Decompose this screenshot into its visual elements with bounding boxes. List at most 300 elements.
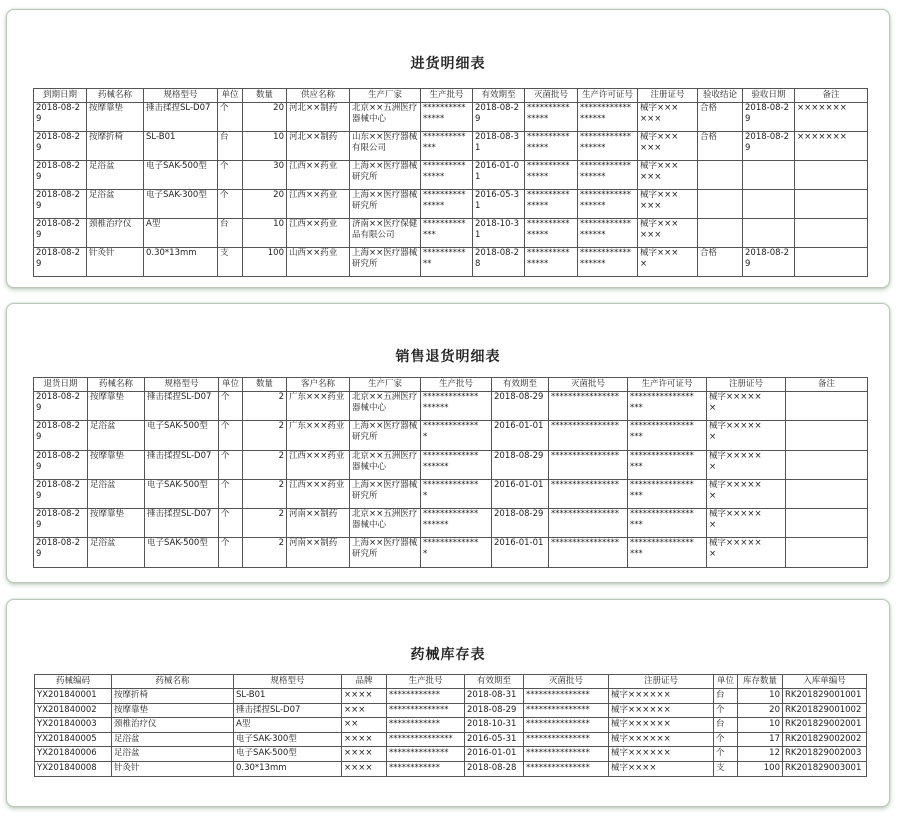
purchase-header-cell: 生产厂家 bbox=[350, 89, 421, 103]
purchase-cell: 合格 bbox=[698, 248, 743, 277]
returns-cell: ************* * bbox=[421, 421, 492, 450]
stock-cell: ×××× bbox=[342, 732, 387, 747]
returns-cell: *************** *** bbox=[628, 509, 707, 538]
purchase-cell: ××××××× bbox=[795, 132, 868, 161]
stock-cell: YX201840002 bbox=[35, 703, 112, 718]
purchase-cell: 河北××制药 bbox=[287, 103, 350, 132]
returns-cell: *************** *** bbox=[628, 479, 707, 508]
purchase-cell: 江西××药业 bbox=[287, 161, 350, 190]
returns-cell: 个 bbox=[219, 479, 243, 508]
stock-cell: 械字×××× bbox=[609, 761, 714, 776]
table-row bbox=[34, 450, 868, 479]
purchase-cell: 0.30*13mm bbox=[144, 248, 218, 277]
purchase-cell: 2018-08-29 bbox=[34, 248, 87, 277]
returns-cell: 北京××五洲医疗器械中心 bbox=[350, 392, 421, 421]
stock-cell: 个 bbox=[714, 703, 738, 718]
purchase-cell: ************ ****** bbox=[578, 161, 638, 190]
returns-cell: 江西×××药业 bbox=[287, 479, 350, 508]
purchase-cell: 江西××药业 bbox=[287, 190, 350, 219]
returns-cell: 2 bbox=[243, 392, 287, 421]
stock-cell: 12 bbox=[738, 747, 783, 762]
purchase-cell: 10 bbox=[243, 219, 287, 248]
purchase-cell: ********** ***** bbox=[421, 190, 473, 219]
table-row bbox=[34, 479, 868, 508]
returns-header-cell: 药械名称 bbox=[88, 378, 145, 392]
returns-cell: 2 bbox=[243, 509, 287, 538]
stock-cell: ************** bbox=[387, 747, 465, 762]
returns-cell bbox=[786, 392, 868, 421]
purchase-cell bbox=[743, 219, 795, 248]
purchase-cell bbox=[795, 190, 868, 219]
purchase-cell: 20 bbox=[243, 190, 287, 219]
stock-cell: *************** bbox=[524, 703, 609, 718]
returns-cell: 2 bbox=[243, 538, 287, 567]
purchase-cell: 合格 bbox=[698, 103, 743, 132]
purchase-header-cell: 生产批号 bbox=[421, 89, 473, 103]
table-row bbox=[35, 747, 867, 762]
purchase-header-cell: 规格型号 bbox=[144, 89, 218, 103]
returns-cell: 江西×××药业 bbox=[287, 450, 350, 479]
returns-cell: 械字××××× × bbox=[707, 392, 786, 421]
stock-header-cell: 生产批号 bbox=[387, 675, 465, 689]
purchase-cell bbox=[795, 219, 868, 248]
purchase-cell: ************ ****** bbox=[578, 248, 638, 277]
returns-cell: 2018-08-29 bbox=[34, 509, 88, 538]
stock-cell: 械字×××××× bbox=[609, 703, 714, 718]
purchase-cell: 台 bbox=[218, 219, 243, 248]
purchase-header-cell: 有效期至 bbox=[473, 89, 525, 103]
stock-cell: 足浴盆 bbox=[112, 732, 234, 747]
purchase-cell: 山东××医疗器械有限公司 bbox=[350, 132, 421, 161]
return-header-row bbox=[34, 378, 868, 392]
stock-cell: ************ bbox=[387, 761, 465, 776]
purchase-cell: 上海××医疗器械研究所 bbox=[350, 190, 421, 219]
stock-cell: 10 bbox=[738, 718, 783, 733]
stock-cell: ×××× bbox=[342, 761, 387, 776]
stock-cell: 械字×××××× bbox=[609, 747, 714, 762]
returns-cell: 上海××医疗器械研究所 bbox=[350, 479, 421, 508]
purchase-header-cell: 到期日期 bbox=[34, 89, 87, 103]
table-row bbox=[34, 132, 868, 161]
returns-cell: **************** bbox=[549, 392, 628, 421]
returns-cell: 捶击揉捏SL-D07 bbox=[145, 509, 219, 538]
stock-cell: 支 bbox=[714, 761, 738, 776]
purchase-cell: 个 bbox=[218, 190, 243, 219]
returns-cell: 按摩靠垫 bbox=[88, 509, 145, 538]
purchase-cell: ************ ****** bbox=[578, 219, 638, 248]
stock-cell: *************** bbox=[524, 761, 609, 776]
stock-header-cell: 单位 bbox=[714, 675, 738, 689]
purchase-cell: ********** ***** bbox=[421, 161, 473, 190]
returns-cell: 电子SAK-500型 bbox=[145, 479, 219, 508]
purchase-cell: 2016-01-01 bbox=[473, 161, 525, 190]
purchase-cell: 按摩靠垫 bbox=[87, 103, 144, 132]
returns-cell: 捶击揉捏SL-D07 bbox=[145, 450, 219, 479]
stock-cell: 2016-05-31 bbox=[465, 732, 524, 747]
stock-cell: 个 bbox=[714, 747, 738, 762]
purchase-cell: ************ ****** bbox=[578, 132, 638, 161]
purchase-cell: 20 bbox=[243, 103, 287, 132]
purchase-detail-card bbox=[6, 9, 890, 288]
purchase-header-cell: 数量 bbox=[243, 89, 287, 103]
purchase-cell: 针灸针 bbox=[87, 248, 144, 277]
stock-cell: 2018-08-31 bbox=[465, 689, 524, 704]
returns-cell: 上海××医疗器械研究所 bbox=[350, 538, 421, 567]
purchase-cell: 械字××× ××× bbox=[638, 190, 698, 219]
purchase-cell bbox=[795, 248, 868, 277]
returns-cell: 2018-08-29 bbox=[34, 421, 88, 450]
table-row bbox=[35, 703, 867, 718]
purchase-header-row bbox=[34, 89, 868, 103]
returns-cell: **************** bbox=[549, 509, 628, 538]
returns-header-cell: 生产批号 bbox=[421, 378, 492, 392]
purchase-cell: ********** ***** bbox=[525, 103, 578, 132]
stock-cell: 按摩折椅 bbox=[112, 689, 234, 704]
return-body bbox=[34, 392, 868, 568]
purchase-cell: 2018-08-29 bbox=[34, 103, 87, 132]
returns-cell: 2018-08-29 bbox=[34, 450, 88, 479]
purchase-cell: 械字××× ××× bbox=[638, 219, 698, 248]
stock-cell: 10 bbox=[738, 689, 783, 704]
inventory-card bbox=[6, 599, 890, 807]
returns-header-cell: 客户名称 bbox=[287, 378, 350, 392]
table-row bbox=[35, 732, 867, 747]
stock-header-row bbox=[35, 675, 867, 689]
returns-cell: 广东×××药业 bbox=[287, 421, 350, 450]
purchase-cell: 济南××医疗保健品有限公司 bbox=[350, 219, 421, 248]
stock-cell: 颈椎治疗仪 bbox=[112, 718, 234, 733]
returns-cell: 个 bbox=[219, 421, 243, 450]
returns-cell: **************** bbox=[549, 479, 628, 508]
purchase-cell: 100 bbox=[243, 248, 287, 277]
returns-cell: 上海××医疗器械研究所 bbox=[350, 421, 421, 450]
stock-cell: *************** bbox=[524, 747, 609, 762]
stock-cell: RK201829002001 bbox=[783, 718, 867, 733]
stock-header-cell: 库存数量 bbox=[738, 675, 783, 689]
returns-cell: **************** bbox=[549, 421, 628, 450]
returns-cell: 械字××××× × bbox=[707, 538, 786, 567]
return-table bbox=[33, 377, 868, 568]
table-row bbox=[34, 509, 868, 538]
stock-cell: 17 bbox=[738, 732, 783, 747]
table-row bbox=[34, 248, 868, 277]
purchase-cell: 2018-08-29 bbox=[743, 132, 795, 161]
purchase-cell: 个 bbox=[218, 103, 243, 132]
returns-cell: 2018-08-29 bbox=[492, 450, 549, 479]
purchase-cell: 2018-08-29 bbox=[34, 132, 87, 161]
purchase-cell: 电子SAK-500型 bbox=[144, 161, 218, 190]
purchase-cell: 捶击揉捏SL-D07 bbox=[144, 103, 218, 132]
stock-header-cell: 有效期至 bbox=[465, 675, 524, 689]
stock-cell: *************** bbox=[387, 732, 465, 747]
purchase-cell: ********** *** bbox=[421, 219, 473, 248]
stock-cell: RK201829001001 bbox=[783, 689, 867, 704]
returns-cell bbox=[786, 509, 868, 538]
returns-cell: 2018-08-29 bbox=[34, 479, 88, 508]
returns-cell: 械字××××× × bbox=[707, 509, 786, 538]
returns-cell: 河南××制药 bbox=[287, 538, 350, 567]
stock-cell: 20 bbox=[738, 703, 783, 718]
returns-cell: 按摩靠垫 bbox=[88, 392, 145, 421]
purchase-cell: 械字××× ××× bbox=[638, 161, 698, 190]
purchase-cell: 2018-08-28 bbox=[473, 248, 525, 277]
return-title: 销售退货明细表 bbox=[395, 349, 501, 365]
purchase-cell: 个 bbox=[218, 161, 243, 190]
returns-cell: 2 bbox=[243, 479, 287, 508]
purchase-title: 进货明细表 bbox=[410, 56, 486, 72]
stock-cell: 电子SAK-300型 bbox=[234, 732, 342, 747]
sales-return-card bbox=[6, 303, 890, 583]
purchase-cell: 10 bbox=[243, 132, 287, 161]
returns-header-cell: 退货日期 bbox=[34, 378, 88, 392]
purchase-cell: SL-B01 bbox=[144, 132, 218, 161]
returns-cell: 电子SAK-500型 bbox=[145, 538, 219, 567]
returns-cell: 足浴盆 bbox=[88, 421, 145, 450]
table-row bbox=[35, 718, 867, 733]
returns-cell: 2018-08-29 bbox=[34, 392, 88, 421]
returns-cell: **************** bbox=[549, 538, 628, 567]
purchase-cell: ************ ****** bbox=[578, 103, 638, 132]
returns-header-cell: 规格型号 bbox=[145, 378, 219, 392]
stock-cell: 按摩靠垫 bbox=[112, 703, 234, 718]
purchase-cell: 河北××制药 bbox=[287, 132, 350, 161]
returns-cell: *************** *** bbox=[628, 392, 707, 421]
purchase-cell: 2018-08-29 bbox=[34, 219, 87, 248]
stock-cell: ×× bbox=[342, 718, 387, 733]
returns-cell: 2018-08-29 bbox=[492, 392, 549, 421]
returns-header-cell: 备注 bbox=[786, 378, 868, 392]
returns-header-cell: 单位 bbox=[219, 378, 243, 392]
stock-cell: 电子SAK-500型 bbox=[234, 747, 342, 762]
purchase-header-cell: 药械名称 bbox=[87, 89, 144, 103]
returns-cell: 电子SAK-500型 bbox=[145, 421, 219, 450]
stock-header-cell: 注册证号 bbox=[609, 675, 714, 689]
purchase-header-cell: 单位 bbox=[218, 89, 243, 103]
purchase-cell: 按摩折椅 bbox=[87, 132, 144, 161]
purchase-cell: ************ ****** bbox=[578, 190, 638, 219]
purchase-body bbox=[34, 103, 868, 277]
stock-header-cell: 品牌 bbox=[342, 675, 387, 689]
purchase-cell: 颈椎治疗仪 bbox=[87, 219, 144, 248]
stock-cell: 针灸针 bbox=[112, 761, 234, 776]
purchase-cell: 江西××药业 bbox=[287, 219, 350, 248]
purchase-cell: 支 bbox=[218, 248, 243, 277]
stock-cell: 足浴盆 bbox=[112, 747, 234, 762]
returns-cell: ************* ****** bbox=[421, 450, 492, 479]
returns-cell: 2016-01-01 bbox=[492, 538, 549, 567]
purchase-header-cell: 生产许可证号 bbox=[578, 89, 638, 103]
purchase-table bbox=[33, 88, 868, 277]
purchase-cell: 2018-08-29 bbox=[34, 161, 87, 190]
stock-cell: 0.30*13mm bbox=[234, 761, 342, 776]
returns-cell: 2016-01-01 bbox=[492, 421, 549, 450]
returns-cell: 广东×××药业 bbox=[287, 392, 350, 421]
purchase-cell: 30 bbox=[243, 161, 287, 190]
stock-cell: 2018-08-28 bbox=[465, 761, 524, 776]
stock-cell: 2018-10-31 bbox=[465, 718, 524, 733]
returns-cell bbox=[786, 538, 868, 567]
returns-cell: 2016-01-01 bbox=[492, 479, 549, 508]
returns-cell: 械字××××× × bbox=[707, 421, 786, 450]
purchase-cell: 合格 bbox=[698, 132, 743, 161]
purchase-cell: 械字××× ××× bbox=[638, 103, 698, 132]
stock-cell: ×××× bbox=[342, 689, 387, 704]
returns-cell: 按摩靠垫 bbox=[88, 450, 145, 479]
purchase-header-cell: 备注 bbox=[795, 89, 868, 103]
purchase-cell: 械字××× × bbox=[638, 248, 698, 277]
stock-cell: 个 bbox=[714, 732, 738, 747]
returns-cell: 个 bbox=[219, 538, 243, 567]
returns-cell: *************** *** bbox=[628, 450, 707, 479]
stock-cell: A型 bbox=[234, 718, 342, 733]
stock-cell: 2016-01-01 bbox=[465, 747, 524, 762]
stock-cell: YX201840008 bbox=[35, 761, 112, 776]
stock-cell: ************ bbox=[387, 689, 465, 704]
table-row bbox=[35, 689, 867, 704]
purchase-cell: 足浴盆 bbox=[87, 190, 144, 219]
stock-header-cell: 入库单编号 bbox=[783, 675, 867, 689]
returns-cell bbox=[786, 421, 868, 450]
table-row bbox=[34, 392, 868, 421]
stock-cell: 台 bbox=[714, 689, 738, 704]
returns-cell: 北京××五洲医疗器械中心 bbox=[350, 509, 421, 538]
purchase-cell bbox=[795, 161, 868, 190]
stock-title: 药械库存表 bbox=[410, 647, 486, 663]
purchase-header-cell: 灭菌批号 bbox=[525, 89, 578, 103]
purchase-cell: 足浴盆 bbox=[87, 161, 144, 190]
purchase-cell: ********** ***** bbox=[525, 132, 578, 161]
table-row bbox=[34, 219, 868, 248]
purchase-cell: 械字××× ××× bbox=[638, 132, 698, 161]
stock-cell: YX201840006 bbox=[35, 747, 112, 762]
purchase-cell: ********** ***** bbox=[421, 103, 473, 132]
stock-cell: *************** bbox=[524, 689, 609, 704]
stock-cell: *************** bbox=[524, 718, 609, 733]
stock-cell: YX201840003 bbox=[35, 718, 112, 733]
purchase-cell: 2018-08-29 bbox=[473, 103, 525, 132]
returns-cell: 2018-08-29 bbox=[34, 538, 88, 567]
returns-cell: 足浴盆 bbox=[88, 479, 145, 508]
stock-header-cell: 药械名称 bbox=[112, 675, 234, 689]
purchase-cell: 2018-10-31 bbox=[473, 219, 525, 248]
returns-header-cell: 数量 bbox=[243, 378, 287, 392]
stock-cell: RK201829002003 bbox=[783, 747, 867, 762]
returns-cell: ************* ****** bbox=[421, 392, 492, 421]
table-row bbox=[34, 421, 868, 450]
purchase-cell: 上海××医疗器械研究所 bbox=[350, 161, 421, 190]
returns-header-cell: 注册证号 bbox=[707, 378, 786, 392]
stock-cell: *************** bbox=[524, 732, 609, 747]
table-row bbox=[34, 190, 868, 219]
returns-cell: 河南××制药 bbox=[287, 509, 350, 538]
stock-cell: YX201840005 bbox=[35, 732, 112, 747]
stock-header-cell: 药械编码 bbox=[35, 675, 112, 689]
stock-cell: 械字×××××× bbox=[609, 732, 714, 747]
stock-cell: YX201840001 bbox=[35, 689, 112, 704]
stock-cell: 100 bbox=[738, 761, 783, 776]
returns-cell: *************** *** bbox=[628, 421, 707, 450]
returns-cell: 2 bbox=[243, 450, 287, 479]
purchase-cell: 2018-08-29 bbox=[34, 190, 87, 219]
stock-header-cell: 规格型号 bbox=[234, 675, 342, 689]
returns-header-cell: 生产许可证号 bbox=[628, 378, 707, 392]
stock-cell: ************** bbox=[387, 703, 465, 718]
stock-header-cell: 灭菌批号 bbox=[524, 675, 609, 689]
purchase-cell bbox=[698, 190, 743, 219]
stock-cell: 台 bbox=[714, 718, 738, 733]
returns-cell: 个 bbox=[219, 392, 243, 421]
purchase-header-cell: 注册证号 bbox=[638, 89, 698, 103]
purchase-cell: 北京××五洲医疗器械中心 bbox=[350, 103, 421, 132]
stock-cell: SL-B01 bbox=[234, 689, 342, 704]
purchase-cell bbox=[743, 161, 795, 190]
returns-cell: 2018-08-29 bbox=[492, 509, 549, 538]
stock-cell: RK201829001002 bbox=[783, 703, 867, 718]
returns-cell: ************* * bbox=[421, 538, 492, 567]
purchase-cell: ********** ** bbox=[421, 248, 473, 277]
stock-cell: ×××× bbox=[342, 747, 387, 762]
purchase-cell: 上海××医疗器械研究所 bbox=[350, 248, 421, 277]
returns-header-cell: 有效期至 bbox=[492, 378, 549, 392]
stock-cell: 2018-08-29 bbox=[465, 703, 524, 718]
returns-cell: 个 bbox=[219, 450, 243, 479]
returns-cell: 足浴盆 bbox=[88, 538, 145, 567]
returns-cell: 捶击揉捏SL-D07 bbox=[145, 392, 219, 421]
stock-cell: ××× bbox=[342, 703, 387, 718]
purchase-cell: ********** ***** bbox=[525, 248, 578, 277]
returns-cell: 个 bbox=[219, 509, 243, 538]
purchase-cell: ********** *** bbox=[421, 132, 473, 161]
purchase-cell: ××××××× bbox=[795, 103, 868, 132]
stock-cell: 捶击揉捏SL-D07 bbox=[234, 703, 342, 718]
returns-cell: *************** *** bbox=[628, 538, 707, 567]
purchase-cell: ********** ***** bbox=[525, 219, 578, 248]
purchase-cell bbox=[698, 161, 743, 190]
purchase-header-cell: 供应名称 bbox=[287, 89, 350, 103]
table-row bbox=[35, 761, 867, 776]
purchase-cell: 2018-08-29 bbox=[743, 103, 795, 132]
purchase-cell: 2018-08-31 bbox=[473, 132, 525, 161]
purchase-cell: 2016-05-31 bbox=[473, 190, 525, 219]
stock-cell: 械字×××××× bbox=[609, 689, 714, 704]
purchase-cell: 山西××药业 bbox=[287, 248, 350, 277]
table-row bbox=[34, 538, 868, 567]
stock-cell: 械字×××××× bbox=[609, 718, 714, 733]
purchase-cell bbox=[698, 219, 743, 248]
returns-cell: 北京××五洲医疗器械中心 bbox=[350, 450, 421, 479]
purchase-cell bbox=[743, 190, 795, 219]
table-row bbox=[34, 103, 868, 132]
purchase-cell: 台 bbox=[218, 132, 243, 161]
purchase-cell: 2018-08-29 bbox=[743, 248, 795, 277]
returns-header-cell: 生产厂家 bbox=[350, 378, 421, 392]
table-row bbox=[34, 161, 868, 190]
returns-header-cell: 灭菌批号 bbox=[549, 378, 628, 392]
purchase-cell: 电子SAK-300型 bbox=[144, 190, 218, 219]
returns-cell: ************* ****** bbox=[421, 509, 492, 538]
returns-cell: ************* * bbox=[421, 479, 492, 508]
purchase-cell: ********** ***** bbox=[525, 190, 578, 219]
stock-cell: RK201829002002 bbox=[783, 732, 867, 747]
returns-cell bbox=[786, 450, 868, 479]
purchase-cell: ********** ***** bbox=[525, 161, 578, 190]
stock-body bbox=[35, 689, 867, 777]
purchase-header-cell: 验收日期 bbox=[743, 89, 795, 103]
purchase-cell: A型 bbox=[144, 219, 218, 248]
stock-table bbox=[34, 674, 867, 777]
returns-cell: 械字××××× × bbox=[707, 450, 786, 479]
returns-cell bbox=[786, 479, 868, 508]
